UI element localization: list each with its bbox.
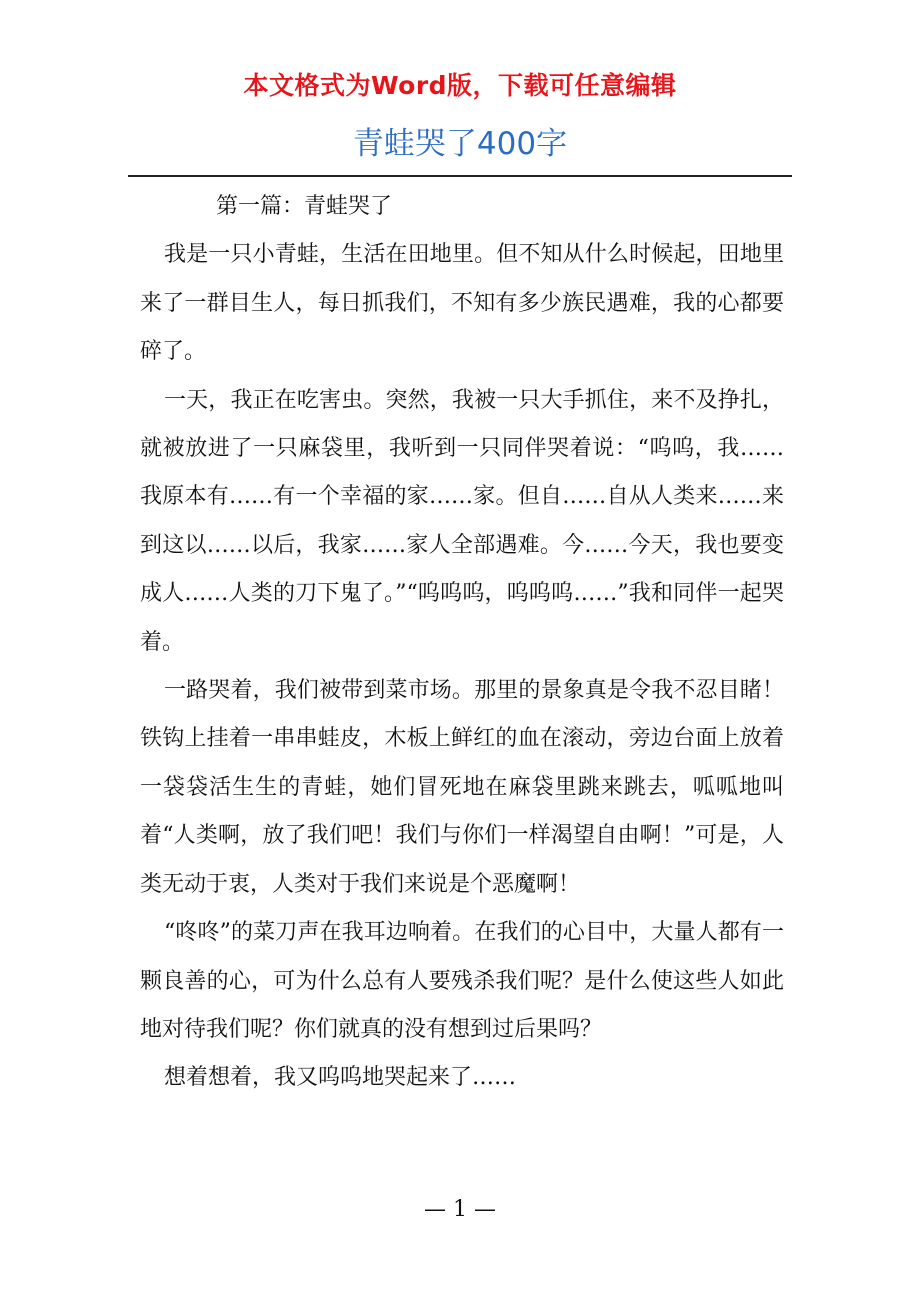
document-title: 青蛙哭了400字 <box>352 126 568 162</box>
paragraph-5: 想着想着，我又呜呜地哭起来了…… <box>164 1065 517 1091</box>
title-divider <box>128 175 792 177</box>
format-notice: 本文格式为Word版，下载可任意编辑 <box>243 71 677 100</box>
paragraph-3: 一路哭着，我们被带到菜市场。那里的景象真是令我不忍目睹！铁钩上挂着一串串蛙皮，木板上鲜红的血在滚动，旁边台面上放着一袋袋活生生的青蛙，她们冒死地在麻袋里跳来跳去，呱呱地叫着“人类啊，放了我们吧！我们与你们一样渴望自由啊！”可是，人类无动于衷，人类对于我们来说是个恶魔啊！ <box>140 678 784 897</box>
page-number: — 1 — <box>424 1197 496 1222</box>
section-heading: 第一篇：青蛙哭了 <box>216 194 393 219</box>
document-body <box>140 183 784 1103</box>
paragraph-4: “咚咚”的菜刀声在我耳边响着。在我们的心目中，大量人都有一颗良善的心，可为什么总有人要残杀我们呢？是什么使这些人如此地对待我们呢？你们就真的没有想到过后果吗？ <box>140 920 784 1042</box>
paragraph-2: 一天，我正在吃害虫。突然，我被一只大手抓住，来不及挣扎，就被放进了一只麻袋里，我听到一只同伴哭着说：“呜呜，我……我原本有……有一个幸福的家……家。但自……自从人类来……来到这以……以后，我家……家人全部遇难。今……今天，我也要变成人……人类的刀下鬼了。”“呜呜呜，呜呜呜……”我和同伴一起哭着。 <box>140 387 784 655</box>
paragraph-1: 我是一只小青蛙，生活在田地里。但不知从什么时候起，田地里来了一群目生人，每日抓我们，不知有多少族民遇难，我的心都要碎了。 <box>140 242 784 365</box>
